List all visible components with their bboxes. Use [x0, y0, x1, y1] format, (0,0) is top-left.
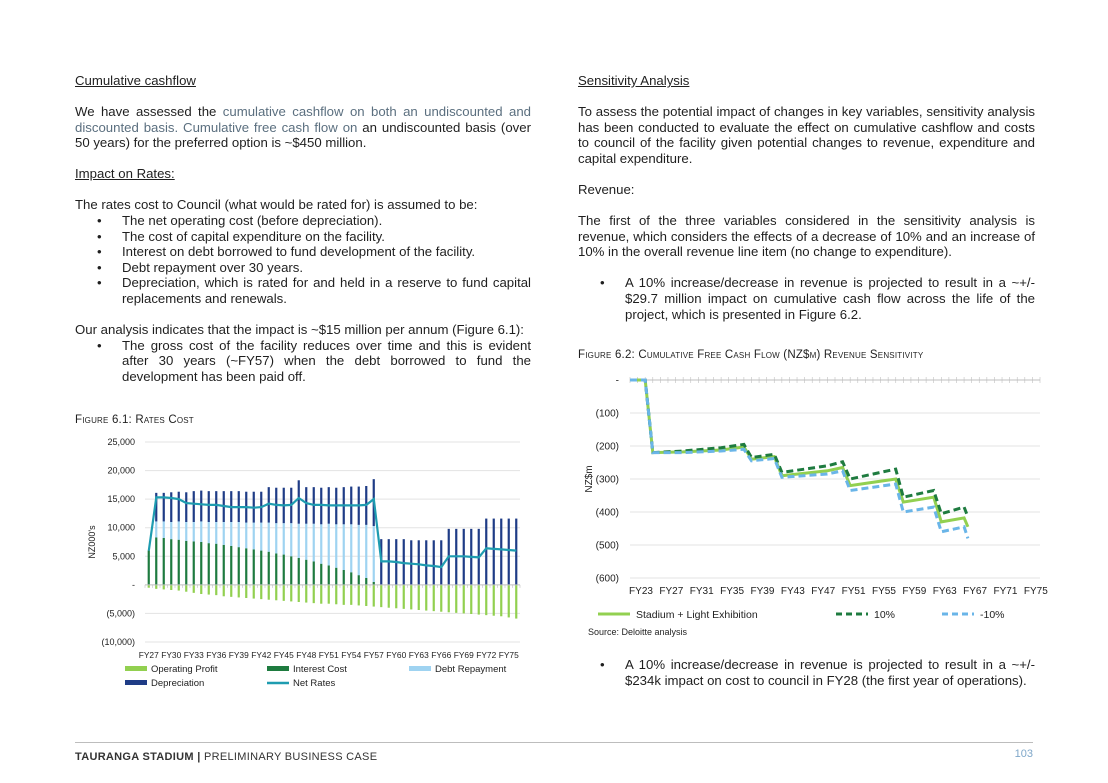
operating-profit-bar [365, 585, 367, 606]
revenue-paragraph: The first of the three variables considered in the sensitivity analysis is revenue, which considers the effects of a decrease of 10% and an increase of 10% in the overall revenue line item (no change to expenditure). [578, 213, 1035, 260]
operating-profit-bar [350, 585, 352, 605]
debt-repayment-bar [290, 523, 292, 556]
debt-repayment-bar [178, 521, 180, 539]
x-tick-label: FY71 [993, 586, 1018, 597]
operating-profit-bar [298, 585, 300, 602]
list-item: • Depreciation, which is rated for and held in a reserve to fund capital replacements and renewals. [75, 275, 531, 306]
sensitivity-intro: To assess the potential impact of changes in key variables, sensitivity analysis has been conducted to evaluate the effect on cumulative cashflow and costs to council of the facility given potential changes to revenue, expenditure and capital expenditure. [578, 104, 1035, 166]
analysis-bullet-list [75, 338, 531, 385]
legend-label: 10% [874, 609, 896, 621]
debt-repayment-bar [298, 524, 300, 558]
debt-repayment-bar [343, 524, 345, 570]
cumulative-cash-flow-chart [578, 368, 1048, 628]
operating-profit-bar [185, 585, 187, 592]
rates-bullet-list [75, 213, 531, 307]
debt-repayment-bar [185, 522, 187, 541]
list-item: • The net operating cost (before depreciation). [75, 213, 531, 229]
debt-repayment-bar [275, 523, 277, 553]
operating-profit-bar [193, 585, 195, 593]
debt-repayment-bar [208, 522, 210, 543]
figure-6-2-title: Figure 6.2: Cumulative Free Cash Flow (NZ$m) Revenue Sensitivity [578, 349, 924, 361]
series-line [630, 380, 968, 517]
operating-profit-bar [515, 585, 517, 619]
x-tick-label: FY60 [386, 650, 407, 660]
operating-profit-bar [493, 585, 495, 616]
operating-profit-bar [290, 585, 292, 602]
depreciation-bar [298, 480, 300, 523]
operating-profit-bar [508, 585, 510, 618]
interest-cost-bar [275, 553, 277, 584]
interest-cost-bar [335, 568, 337, 585]
operating-profit-bar [253, 585, 255, 599]
legend-label: Stadium + Light Exhibition [636, 609, 758, 621]
x-tick-label: FY27 [659, 586, 684, 597]
depreciation-bar [485, 519, 487, 585]
left-column [75, 73, 531, 385]
x-tick-label: FY23 [629, 586, 653, 597]
legend-swatch [125, 666, 147, 671]
cumulative-cashflow-paragraph [75, 104, 531, 151]
interest-cost-bar [298, 558, 300, 585]
operating-profit-bar [373, 585, 375, 607]
interest-cost-bar [208, 543, 210, 585]
legend-label: Net Rates [293, 678, 336, 689]
interest-cost-bar [170, 539, 172, 585]
series-line [630, 380, 968, 538]
depreciation-bar [508, 519, 510, 585]
interest-cost-bar [283, 555, 285, 585]
depreciation-bar [493, 519, 495, 585]
figure-6-1-title: Figure 6.1: Rates Cost [75, 414, 194, 426]
legend-label: -10% [980, 609, 1005, 621]
debt-repayment-bar [245, 523, 247, 549]
x-tick-label: FY51 [841, 586, 866, 597]
interest-cost-bar [230, 546, 232, 585]
operating-profit-bar [395, 585, 397, 608]
y-tick-label: (300) [595, 474, 619, 486]
operating-profit-bar [335, 585, 337, 604]
interest-cost-bar [193, 541, 195, 584]
footer-title [75, 751, 377, 763]
x-tick-label: FY45 [273, 650, 294, 660]
x-tick-label: FY67 [963, 586, 988, 597]
list-item: • Interest on debt borrowed to fund development of the facility. [75, 244, 531, 260]
depreciation-bar [305, 487, 307, 524]
interest-cost-bar [260, 551, 262, 585]
interest-cost-bar [215, 544, 217, 585]
operating-profit-bar [268, 585, 270, 600]
y-tick-label: 15,000 [107, 494, 135, 505]
depreciation-bar [500, 519, 502, 585]
interest-cost-bar [253, 549, 255, 584]
y-tick-label: (10,000) [101, 637, 135, 647]
debt-repayment-bar [230, 522, 232, 546]
legend-swatch [409, 666, 431, 671]
operating-profit-bar [260, 585, 262, 599]
x-tick-label: FY54 [341, 650, 362, 660]
operating-profit-bar [500, 585, 502, 616]
debt-repayment-bar [268, 523, 270, 552]
legend-label: Depreciation [151, 678, 205, 689]
y-tick-label: (200) [595, 441, 619, 453]
page-footer [75, 742, 1033, 763]
depreciation-bar [515, 519, 517, 585]
x-tick-label: FY43 [780, 586, 805, 597]
x-tick-label: FY35 [720, 586, 745, 597]
operating-profit-bar [215, 585, 217, 595]
analysis-paragraph: Our analysis indicates that the impact is ~$15 million per annum (Figure 6.1): [75, 322, 524, 338]
operating-profit-bar [455, 585, 457, 613]
x-tick-label: FY31 [689, 586, 714, 597]
debt-repayment-bar [335, 524, 337, 567]
y-tick-label: (500) [595, 540, 619, 552]
operating-profit-bar [200, 585, 202, 594]
depreciation-bar [440, 540, 442, 585]
interest-cost-bar [305, 560, 307, 585]
debt-repayment-bar [320, 524, 322, 563]
y-axis-label: NZ$m [584, 465, 595, 493]
operating-profit-bar [478, 585, 480, 615]
operating-profit-bar [178, 585, 180, 591]
x-tick-label: FY57 [363, 650, 384, 660]
legend-swatch [125, 680, 147, 685]
x-tick-label: FY75 [1023, 586, 1048, 597]
x-tick-label: FY30 [161, 650, 182, 660]
debt-repayment-bar [373, 526, 375, 582]
x-tick-label: FY75 [498, 650, 519, 660]
para-highlight: cumulative cashflow on both an undiscounted and discounted basis. Cumulative free cash flow on [75, 104, 531, 135]
list-item: • A 10% increase/decrease in revenue is projected to result in a ~+/- $29.7 million impact on cumulative cash flow across the life of the project, which is presented in Figure 6.2. [578, 275, 1035, 322]
impact-on-rates-heading: Impact on Rates: [75, 166, 175, 182]
depreciation-bar [215, 491, 217, 522]
right-column [578, 73, 1035, 322]
debt-repayment-bar [305, 524, 307, 560]
operating-profit-bar [245, 585, 247, 598]
rates-cost-chart [75, 432, 535, 707]
x-tick-label: FY72 [476, 650, 497, 660]
debt-repayment-bar [215, 522, 217, 544]
legend-label: Operating Profit [151, 664, 218, 675]
interest-cost-bar [358, 575, 360, 585]
operating-profit-bar [433, 585, 435, 611]
debt-repayment-bar [313, 524, 315, 562]
footer-title-bold: TAURANGA STADIUM | [75, 751, 201, 763]
operating-profit-bar [170, 585, 172, 590]
operating-profit-bar [343, 585, 345, 605]
operating-profit-bar [155, 585, 157, 589]
depreciation-bar [433, 540, 435, 585]
para-text: We have assessed the [75, 104, 223, 120]
y-tick-label: (5,000) [106, 608, 135, 619]
operating-profit-bar [230, 585, 232, 597]
x-tick-label: FY36 [206, 650, 227, 660]
x-tick-label: FY33 [183, 650, 204, 660]
operating-profit-bar [440, 585, 442, 612]
y-tick-label: (100) [595, 408, 619, 420]
operating-profit-bar [418, 585, 420, 610]
x-tick-label: FY48 [296, 650, 317, 660]
y-tick-label: - [132, 579, 135, 590]
interest-cost-bar [163, 538, 165, 585]
debt-repayment-bar [223, 522, 225, 545]
figure-source: Source: Deloitte analysis [588, 627, 688, 637]
interest-cost-bar [268, 552, 270, 585]
operating-profit-bar [320, 585, 322, 604]
list-item: • The gross cost of the facility reduces over time and this is evident after 30 years (~FY57) when the debt borrowed to fund the development has been paid off. [75, 338, 531, 385]
depreciation-bar [185, 492, 187, 522]
interest-cost-bar [245, 548, 247, 585]
operating-profit-bar [313, 585, 315, 603]
x-tick-label: FY66 [431, 650, 452, 660]
list-item: • Debt repayment over 30 years. [75, 260, 531, 276]
revenue-label: Revenue: [578, 181, 635, 197]
debt-repayment-bar [350, 524, 352, 572]
sensitivity-analysis-heading: Sensitivity Analysis [578, 73, 690, 88]
debt-repayment-bar [283, 523, 285, 554]
operating-profit-bar [485, 585, 487, 615]
y-tick-label: (600) [595, 573, 619, 585]
debt-repayment-bar [155, 521, 157, 537]
y-tick-label: (400) [595, 507, 619, 519]
x-tick-label: FY63 [408, 650, 429, 660]
interest-cost-bar [290, 556, 292, 585]
debt-repayment-bar [253, 523, 255, 550]
x-tick-label: FY39 [228, 650, 249, 660]
operating-profit-bar [410, 585, 412, 610]
interest-cost-bar [350, 572, 352, 585]
operating-profit-bar [328, 585, 330, 604]
legend-label: Debt Repayment [435, 664, 507, 675]
debt-repayment-bar [328, 524, 330, 566]
x-tick-label: FY63 [932, 586, 957, 597]
depreciation-bar [178, 492, 180, 522]
operating-profit-bar [470, 585, 472, 614]
operating-profit-bar [380, 585, 382, 607]
x-tick-label: FY47 [811, 586, 836, 597]
y-tick-label: 5,000 [112, 551, 135, 562]
cumulative-cashflow-heading: Cumulative cashflow [75, 73, 196, 88]
y-axis-label: NZ000's [87, 525, 97, 559]
y-tick-label: - [615, 375, 619, 387]
interest-cost-bar [155, 537, 157, 584]
operating-profit-bar [358, 585, 360, 606]
x-tick-label: FY27 [138, 650, 159, 660]
interest-cost-bar [148, 551, 150, 585]
depreciation-bar [208, 491, 210, 522]
rates-intro: The rates cost to Council (what would be rated for) is assumed to be: [75, 197, 478, 213]
footer-title-rest: PRELIMINARY BUSINESS CASE [200, 751, 378, 763]
depreciation-bar [193, 491, 195, 522]
operating-profit-bar [163, 585, 165, 590]
x-tick-label: FY59 [902, 586, 927, 597]
debt-repayment-bar [193, 522, 195, 541]
x-tick-label: FY55 [872, 586, 896, 597]
debt-repayment-bar [163, 521, 165, 538]
y-tick-label: 10,000 [107, 522, 135, 533]
operating-profit-bar [388, 585, 390, 608]
operating-profit-bar [463, 585, 465, 614]
operating-profit-bar [275, 585, 277, 600]
operating-profit-bar [403, 585, 405, 609]
interest-cost-bar [223, 545, 225, 585]
cost-bullet-list [578, 657, 1035, 688]
debt-repayment-bar [170, 522, 172, 539]
operating-profit-bar [223, 585, 225, 596]
legend-label: Interest Cost [293, 664, 347, 675]
operating-profit-bar [238, 585, 240, 598]
interest-cost-bar [343, 570, 345, 585]
operating-profit-bar [448, 585, 450, 612]
interest-cost-bar [185, 541, 187, 585]
depreciation-bar [425, 540, 427, 585]
list-item: • A 10% increase/decrease in revenue is projected to result in a ~+/- $234k impact on cost to council in FY28 (the first year of operations). [578, 657, 1035, 688]
x-tick-label: FY39 [750, 586, 775, 597]
interest-cost-bar [313, 561, 315, 584]
interest-cost-bar [200, 542, 202, 585]
depreciation-bar [170, 492, 172, 522]
debt-repayment-bar [200, 521, 202, 542]
depreciation-bar [418, 540, 420, 585]
x-tick-label: FY69 [453, 650, 474, 660]
page-number: 103 [1014, 748, 1033, 760]
debt-repayment-bar [365, 525, 367, 578]
operating-profit-bar [283, 585, 285, 601]
depreciation-bar [200, 491, 202, 522]
interest-cost-bar [328, 565, 330, 584]
x-tick-label: FY42 [251, 650, 272, 660]
debt-repayment-bar [358, 525, 360, 575]
interest-cost-bar [365, 578, 367, 585]
interest-cost-bar [178, 540, 180, 585]
debt-repayment-bar [260, 523, 262, 551]
debt-repayment-bar [238, 522, 240, 547]
y-tick-label: 25,000 [107, 437, 135, 447]
y-tick-label: 20,000 [107, 465, 135, 476]
operating-profit-bar [208, 585, 210, 595]
interest-cost-bar [238, 547, 240, 585]
revenue-bullet-list [578, 275, 1035, 322]
para-text: an undiscounted basis (over 50 years) for the preferred option is ~$450 million. [75, 119, 531, 151]
operating-profit-bar [425, 585, 427, 611]
operating-profit-bar [305, 585, 307, 603]
legend-swatch [267, 666, 289, 671]
x-tick-label: FY51 [318, 650, 339, 660]
list-item: • The cost of capital expenditure on the facility. [75, 229, 531, 245]
interest-cost-bar [320, 564, 322, 585]
